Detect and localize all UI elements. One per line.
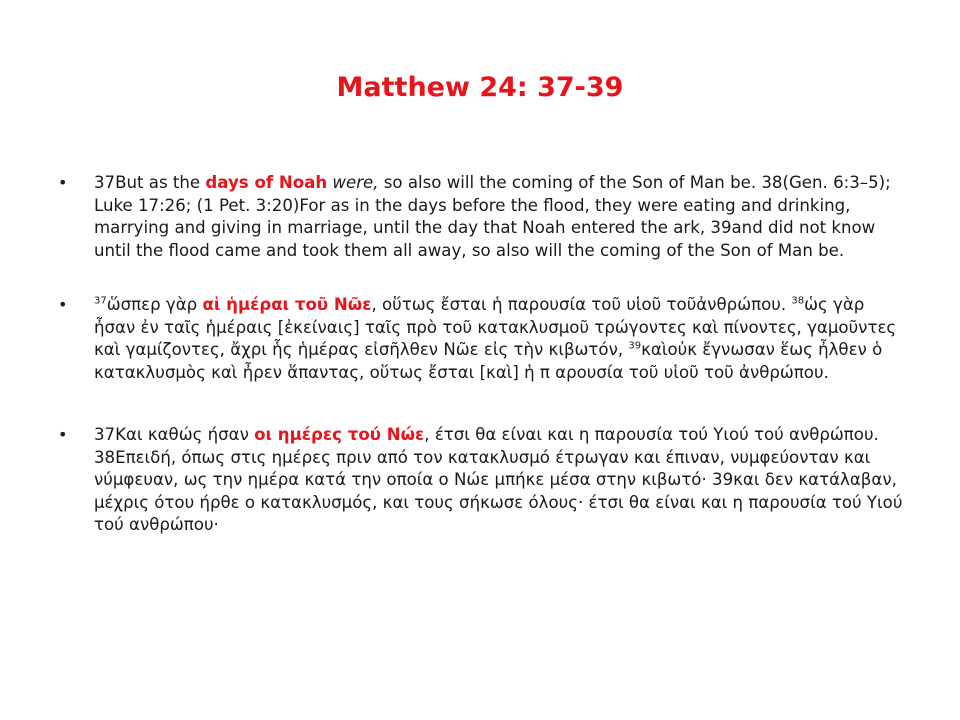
english-highlight: days of Noah (205, 173, 328, 192)
english-text-part3: so also will the coming of the Son of Man be. 38(Gen. 6:3–5); Luke 17:26; (1 Pet. 3:20)For as in the days before the flood, they were eating and drinking, marrying and giving in marriage, until the day that Noah entered the ark, 39and did not know until the flood came and took them all away, so also will the coming of the Son of Man be. (94, 173, 891, 260)
greek-modern-part2: , έτσι θα είναι και η παρουσία τού Υιού τού ανθρώπου. 38Επειδή, όπως στις ημέρες πριν από τον κατακλυσμό έτρωγαν και έπιναν, νυμφεύονταν και νύμφευαν, ως την ημέρα κατά την οποία ο Νώε μπήκε μέσα στην κιβωτό· 39και δεν κατάλαβαν, μέχρις ότου ήρθε ο κατακλυσμός, και τους σήκωσε όλους· έτσι θα είναι και η παρουσία τού Υιού τού ανθρώπου· (94, 425, 903, 534)
bullet-list (58, 172, 908, 577)
greek-original-part3: ὡς γὰρ ἦσαν ἐν ταῖς ἡμέραις [ἐκείναις] ταῖς πρὸ τοῦ κατακλυσμοῦ τρώγοντες καὶ πίνοντες, γαμοῦντες καὶ γαμίζοντες, ἄχρι ἧς ἡμέρας εἰσῆλθεν Νῶε εἰς τὴν κιβωτόν, (94, 295, 897, 359)
greek-original-bullet (58, 294, 908, 384)
greek-original-part2: , οὕτως ἔσται ἡ παρουσία τοῦ υἱοῦ τοῦἀνθρώπου. (371, 295, 792, 314)
greek-original-part4: καὶοὐκ ἔγνωσαν ἕως ἦλθεν ὁ κατακλυσμὸς καὶ ἦρεν ἅπαντας, οὕτως ἔσται [καὶ] ἡ π αρουσία τοῦ υἱοῦ τοῦ ἀνθρώπου. (94, 340, 883, 382)
greek-original-highlight: αἱ ἡμέραι τοῦ Νῶε (202, 295, 372, 314)
greek-original-part1: ὥσπερ γὰρ (106, 295, 203, 314)
greek-modern-part1: 37Και καθώς ήσαν (94, 425, 255, 444)
slide-title: Matthew 24: 37-39 (336, 72, 624, 103)
bullet-dot: • (58, 425, 68, 444)
verse-number-39: 39 (628, 340, 642, 352)
verse-number-37: 37 (94, 295, 107, 307)
verse-number-38: 38 (791, 295, 805, 307)
bullet-dot: • (58, 173, 68, 192)
english-text-part1: 37But as the (94, 173, 206, 192)
english-italic: were, (332, 173, 379, 192)
greek-modern-highlight: οι ημέρες τού Νώε (254, 425, 425, 444)
bullet-dot: • (58, 295, 68, 314)
greek-modern-bullet (58, 424, 908, 537)
english-verse-bullet (58, 172, 908, 262)
